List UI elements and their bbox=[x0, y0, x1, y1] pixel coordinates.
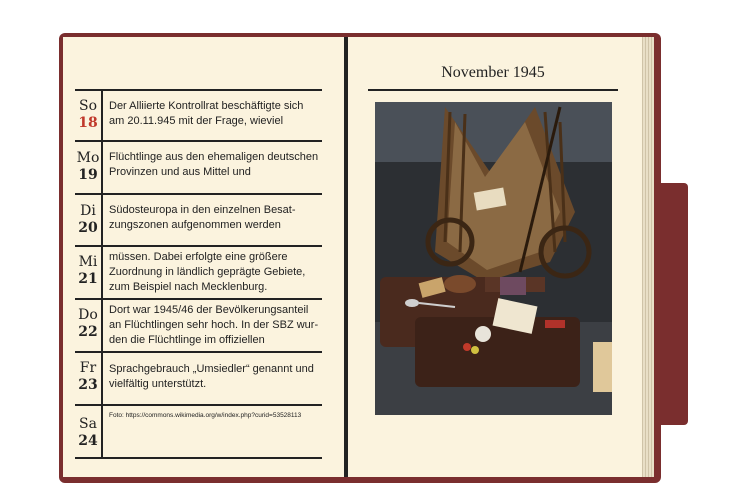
date-column-divider bbox=[101, 91, 103, 457]
weekday-label: Di bbox=[80, 203, 96, 219]
weekday-label: Mi bbox=[78, 254, 98, 270]
day-entry-text: Südosteuropa in den einzelnen Besatzungszonen aufgenommen werden bbox=[109, 204, 296, 231]
row-divider bbox=[75, 89, 322, 91]
book-tab[interactable] bbox=[652, 183, 688, 425]
weekday-label: Do bbox=[78, 307, 98, 323]
date-number: 20 bbox=[78, 220, 98, 236]
day-cell-tuesday[interactable] bbox=[75, 203, 101, 237]
date-number: 19 bbox=[78, 167, 98, 183]
date-number: 21 bbox=[78, 271, 98, 287]
day-entry-text: Der Alliierte Kontrollrat beschäftigte sich am 20.11.945 mit der Frage, wieviel bbox=[109, 100, 304, 127]
row-divider bbox=[75, 140, 322, 142]
weekday-label: So bbox=[78, 98, 98, 114]
row-divider bbox=[75, 298, 322, 300]
row-divider bbox=[75, 404, 322, 406]
date-number: 22 bbox=[78, 324, 98, 340]
handcart-luggage-illustration bbox=[375, 102, 612, 415]
day-entry-text: Dort war 1945/46 der Bevölkerungsanteil an Flüchtlingen sehr hoch. In der SBZ wurden die Flüchtlinge im offiziellen bbox=[109, 304, 319, 346]
weekday-label: Sa bbox=[79, 416, 97, 432]
day-cell-monday[interactable] bbox=[75, 150, 101, 184]
day-cell-thursday[interactable] bbox=[75, 307, 101, 341]
day-entry-text: müssen. Dabei erfolgte eine größere Zuordnung in ländlich geprägte Gebiete, zum Beispiel nach Mecklenburg. bbox=[109, 251, 306, 293]
day-entry-text: Flüchtlinge aus den ehemaligen deutschen Provinzen und aus Mittel und bbox=[109, 151, 319, 178]
book-spine bbox=[344, 37, 348, 477]
row-divider bbox=[75, 457, 322, 459]
weekday-label: Mo bbox=[76, 150, 100, 166]
row-divider bbox=[75, 245, 322, 247]
row-divider bbox=[75, 351, 322, 353]
page-stack bbox=[640, 37, 654, 477]
day-cell-friday[interactable] bbox=[75, 360, 101, 394]
day-cell-saturday[interactable] bbox=[75, 416, 101, 450]
title-underline bbox=[368, 89, 618, 91]
day-cell-sunday[interactable] bbox=[75, 98, 101, 132]
day-entry-text: Sprachgebrauch „Umsiedler“ genannt und vielfältig unterstützt. bbox=[109, 363, 314, 390]
photo-credit: Foto: https://commons.wikimedia.org/w/index.php?curid=53528113 bbox=[109, 412, 302, 419]
day-cell-wednesday[interactable] bbox=[75, 254, 101, 288]
date-number: 23 bbox=[78, 377, 98, 393]
date-number: 24 bbox=[78, 433, 98, 449]
month-title: November 1945 bbox=[441, 64, 545, 81]
weekday-label: Fr bbox=[79, 360, 97, 376]
museum-photo bbox=[375, 102, 612, 415]
date-number: 18 bbox=[78, 115, 98, 131]
row-divider bbox=[75, 193, 322, 195]
